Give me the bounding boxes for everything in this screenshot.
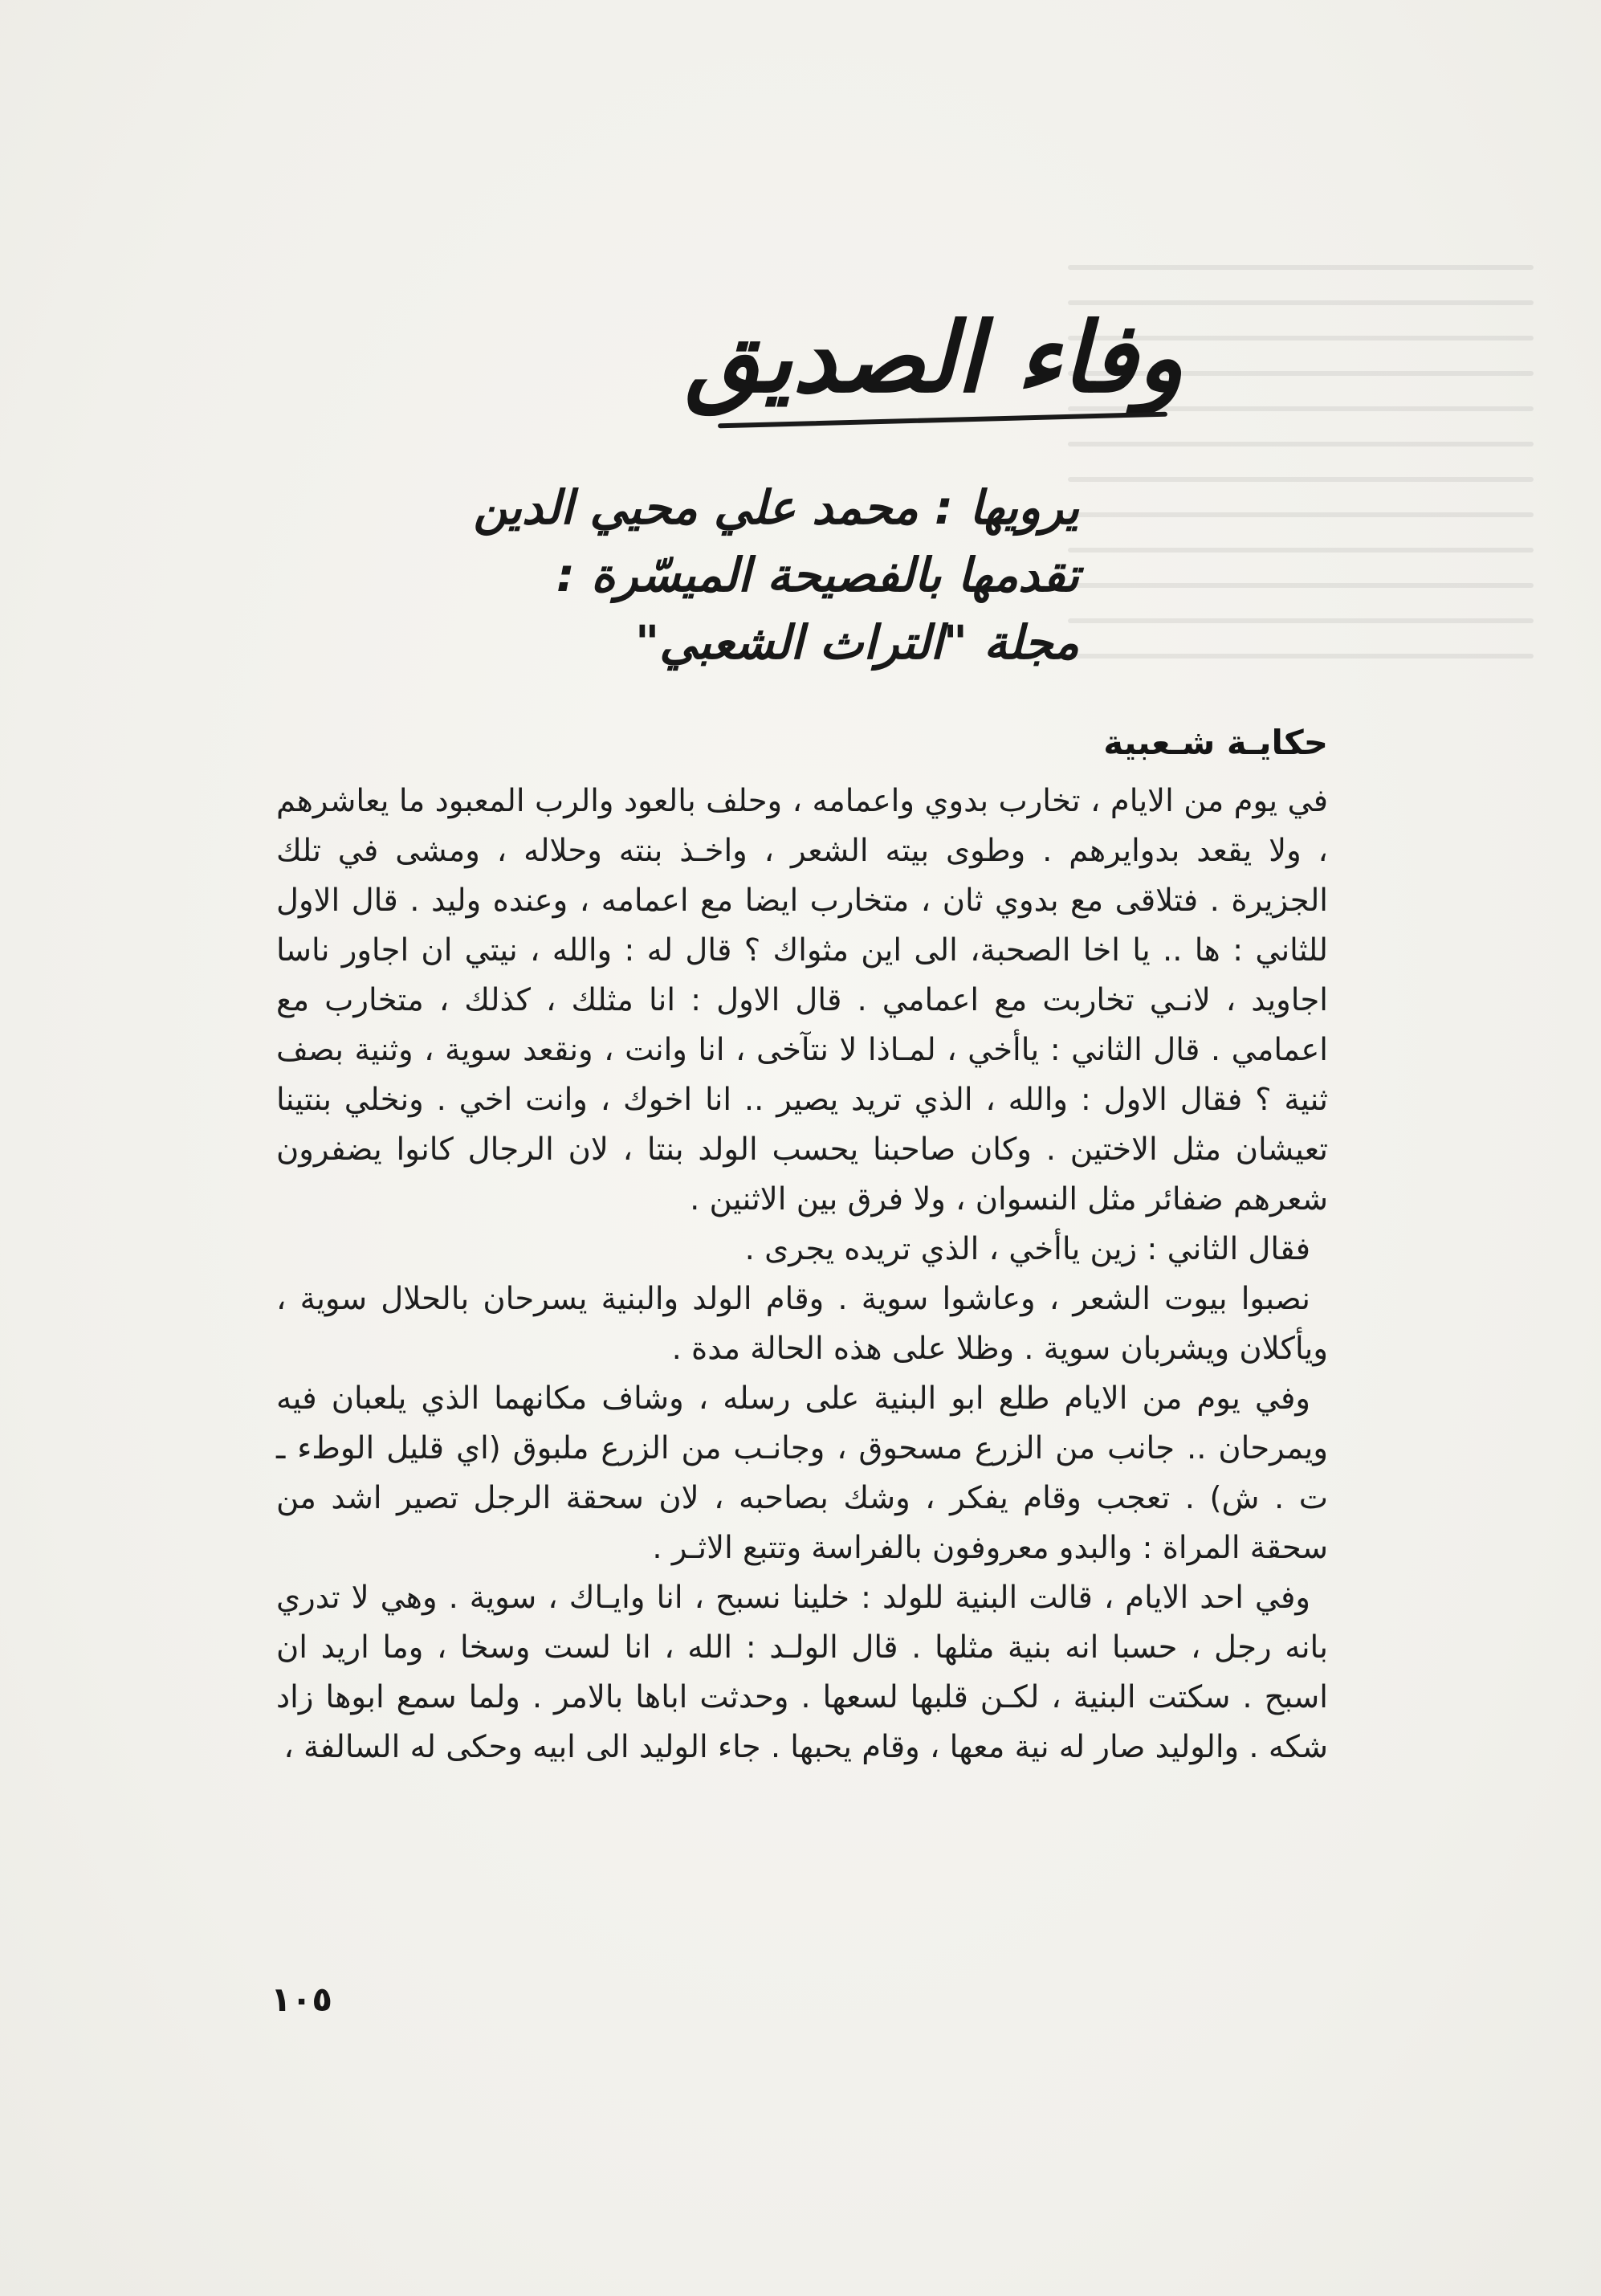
article-subtitle: حكايـة شـعبية: [1103, 723, 1328, 762]
narrator-credit: يرويها : محمد علي محيي الدين: [473, 480, 1079, 535]
presenter-credit: تقدمها بالفصيحة الميسّرة :: [556, 548, 1079, 603]
page-number: ١٠٥: [271, 1980, 332, 2019]
paragraph: في يوم من الايام ، تخارب بدوي واعمامه ، وحلف بالعود والرب المعبود ما يعاشرهم ، ولا يقعد بدوايرهم . وطوى بيته الشعر ، واخـذ بنته وحلاله ، ومشى في تلك الجزيرة . فتلاقى مع بدوي ثان ، متخارب ايضا مع اعمامه ، وعنده وليد . قال الاول للثاني : ها .. يا اخا الصحبة، الى اين مثواك ؟ قال له : والله ، نيتي ان اجاور ناسا اجاويد ، لانـي تخاربت مع اعمامي . قال الاول : انا مثلك ، كذلك ، متخارب مع اعمامي . قال الثاني : ياأخي ، لمـاذا لا نتآخى ، انا وانت ، ونقعد سوية ، وثنية بصف ثنية ؟ فقال الاول : والله ، الذي تريد يصير .. انا اخوك ، وانت اخي . ونخلي بنتينا تعيشان مثل الاختين . وكان صاحبنا يحسب الولد بنتا ، لان الرجال كانوا يضفرون شعرهم ضفائر مثل النسوان ، ولا فرق بين الاثنين .: [276, 783, 1328, 1217]
paragraph: وفي يوم من الايام طلع ابو البنية على رسله ، وشاف مكانهما الذي يلعبان فيه ويمرحان .. جانب من الزرع مسحوق ، وجانـب من الزرع ملبوق (اي قليل الوطء ـ ت . ش) . تعجب وقام يفكر ، وشك بصاحبه ، لان سحقة الرجل تصير اشد من سحقة المراة : والبدو معروفون بالفراسة وتتبع الاثـر .: [276, 1380, 1328, 1566]
article-body: [276, 777, 1328, 1772]
paragraph: فقال الثاني : زين ياأخي ، الذي تريده يجرى .: [744, 1231, 1310, 1267]
credits-block: [276, 474, 1079, 676]
article: [276, 723, 1328, 1772]
paragraph: نصبوا بيوت الشعر ، وعاشوا سوية . وقام الولد والبنية يسرحان بالحلال سوية ، ويأكلان ويشربان سوية . وظلا على هذه الحالة مدة .: [276, 1281, 1328, 1367]
magazine-credit: مجلة "التراث الشعبي": [635, 615, 1079, 671]
paragraph: وفي احد الايام ، قالت البنية للولد : خلينا نسبح ، انا وايـاك ، سوية . وهي لا تدري بانه رجل ، حسبا انه بنية مثلها . قال الولـد : الله ، انا لست وسخا ، وما اريد ان اسبح . سكتت البنية ، لكـن قلبها لسعها . وحدثت اباها بالامر . ولما سمع ابوها زاد شكه . والوليد صار له نية معها ، وقام يحبها . جاء الوليد الى ابيه وحكى له السالفة ،: [276, 1580, 1328, 1765]
story-title: وفاء الصديق: [685, 301, 1183, 414]
